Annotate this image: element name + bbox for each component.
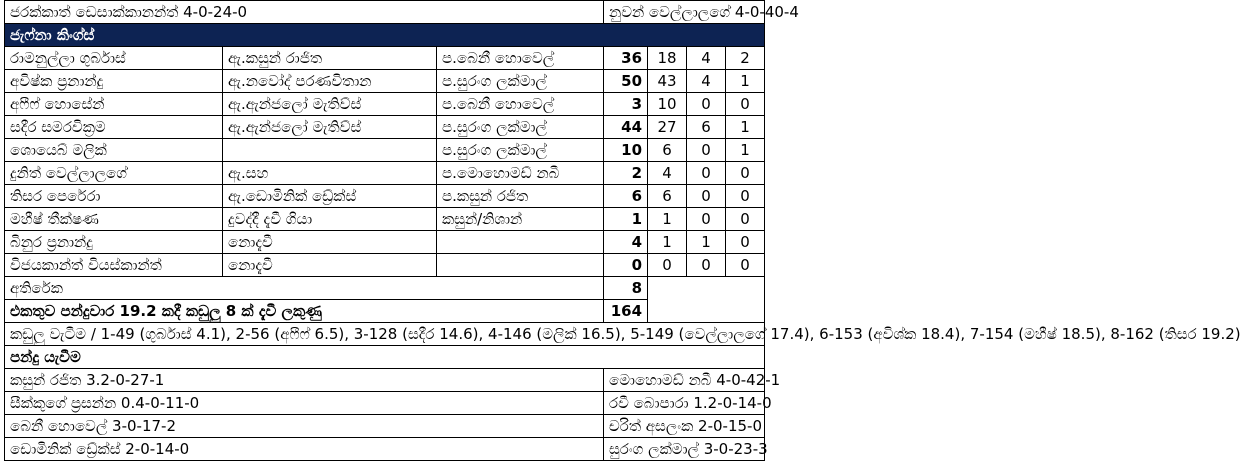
sixes: 0 bbox=[726, 93, 765, 116]
bowler: ප.සුරංග ලක්මාල් bbox=[437, 139, 604, 162]
dismissal: ඇ.ඩොමිනික් ඩ්‍රේක්ස් bbox=[223, 185, 437, 208]
dismissal: ඇ.කසුන් රාජිත bbox=[223, 47, 437, 70]
bowler: කසුන්/නිශාන් bbox=[437, 208, 604, 231]
bowling-figure-right: සුරංග ලක්මාල් 3-0-23-3 bbox=[604, 438, 765, 461]
batting-row bbox=[5, 93, 765, 116]
fours: 0 bbox=[687, 139, 726, 162]
bowling-row bbox=[5, 369, 765, 392]
fours: 4 bbox=[687, 70, 726, 93]
bowling-row bbox=[5, 415, 765, 438]
bowling-heading: පන්දු යැවීම bbox=[5, 346, 765, 369]
batter-name: මහීෂ් තීක්ෂණ bbox=[5, 208, 223, 231]
sixes: 1 bbox=[726, 116, 765, 139]
bowling-figure-left: සීක්කුගේ ප්‍රසන්න 0.4-0-11-0 bbox=[5, 392, 604, 415]
balls: 27 bbox=[648, 116, 687, 139]
balls: 6 bbox=[648, 185, 687, 208]
bowling-heading-row bbox=[5, 346, 765, 369]
fours: 0 bbox=[687, 162, 726, 185]
batter-name: විජයකාන්ත් වියස්කාන්ත් bbox=[5, 254, 223, 277]
bowler: ප.සුරංග ලක්මාල් bbox=[437, 116, 604, 139]
bowling-figure-left: බෙනී හොවෙල් 3-0-17-2 bbox=[5, 415, 604, 438]
sixes: 0 bbox=[726, 231, 765, 254]
fours: 4 bbox=[687, 47, 726, 70]
fall-of-wickets-row bbox=[5, 323, 765, 346]
dismissal bbox=[223, 139, 437, 162]
batting-row bbox=[5, 185, 765, 208]
bowler: ප.මොහොමඩ් නබී bbox=[437, 162, 604, 185]
balls: 1 bbox=[648, 231, 687, 254]
batter-name: රාමනුල්ලා ගුර්බාස් bbox=[5, 47, 223, 70]
scorecard bbox=[4, 0, 1241, 461]
fours: 0 bbox=[687, 254, 726, 277]
previous-bowling-right: නුවන් වෙල්ලාලගේ 4-0-40-4 bbox=[604, 1, 765, 24]
previous-bowling-row bbox=[5, 1, 765, 24]
runs: 50 bbox=[604, 70, 648, 93]
sixes: 0 bbox=[726, 162, 765, 185]
fall-of-wickets: කඩුලු වැටීම / 1-49 (ගුර්බාස් 4.1), 2-56 (අෆීෆ් 6.5), 3-128 (සදීර 14.6), 4-146 (මලික් 16.5), 5-149 (වෙල්ලාලගේ 17.4), 6-153 (අවිශ්ක 18.4), 7-154 (මහීෂ් 18.5), 8-162 (තිසර 19.2) bbox=[5, 323, 765, 346]
sixes: 1 bbox=[726, 139, 765, 162]
batter-name: තිසර පෙරේරා bbox=[5, 185, 223, 208]
bowler: ප.සුරංග ලක්මාල් bbox=[437, 70, 604, 93]
extras-value: 8 bbox=[604, 277, 648, 300]
balls: 1 bbox=[648, 208, 687, 231]
team-header-row bbox=[5, 24, 765, 47]
bowler: ප.කසුන් රජිත bbox=[437, 185, 604, 208]
dismissal: ඇ.නවෝද් පරණවිතාන bbox=[223, 70, 437, 93]
previous-bowling-left: ජරක්කාත් ඩෙසාක්කානන්ත් 4-0-24-0 bbox=[5, 1, 604, 24]
bowling-row bbox=[5, 438, 765, 461]
fours: 0 bbox=[687, 185, 726, 208]
bowling-figure-right: චරිත් අසලංක 2-0-15-0 bbox=[604, 415, 765, 438]
batting-row bbox=[5, 116, 765, 139]
sixes: 1 bbox=[726, 70, 765, 93]
runs: 4 bbox=[604, 231, 648, 254]
fours: 0 bbox=[687, 208, 726, 231]
batting-row bbox=[5, 208, 765, 231]
totals-blank bbox=[648, 277, 765, 323]
sixes: 0 bbox=[726, 185, 765, 208]
bowling-figure-right: රවී බොපාරා 1.2-0-14-0 bbox=[604, 392, 765, 415]
bowler bbox=[437, 231, 604, 254]
batter-name: අවිෂ්ක ප්‍රනාන්දු bbox=[5, 70, 223, 93]
bowler bbox=[437, 254, 604, 277]
dismissal: ඇ.ඇන්ජලෝ මැතිව්ස් bbox=[223, 93, 437, 116]
runs: 36 bbox=[604, 47, 648, 70]
batter-name: සදීර සමරවික්‍රම bbox=[5, 116, 223, 139]
dismissal: ඇ.ඇන්ජලෝ මැතිව්ස් bbox=[223, 116, 437, 139]
batting-row bbox=[5, 139, 765, 162]
team-name: ජැෆ්නා කිංග්ස් bbox=[5, 24, 765, 47]
scorecard-table bbox=[4, 0, 1241, 461]
fours: 1 bbox=[687, 231, 726, 254]
bowler: ප.බෙනී හොවෙල් bbox=[437, 47, 604, 70]
runs: 1 bbox=[604, 208, 648, 231]
bowling-row bbox=[5, 392, 765, 415]
dismissal: දුවද්දී දැවී ගියා bbox=[223, 208, 437, 231]
sixes: 0 bbox=[726, 208, 765, 231]
batter-name: ශොයෙබ් මලික් bbox=[5, 139, 223, 162]
extras-row bbox=[5, 277, 765, 300]
bowling-figure-left: ඩොමිනික් ඩ්‍රේක්ස් 2-0-14-0 bbox=[5, 438, 604, 461]
runs: 44 bbox=[604, 116, 648, 139]
batting-row bbox=[5, 162, 765, 185]
dismissal: නොදැවී bbox=[223, 231, 437, 254]
dismissal: ඇ.සහ bbox=[223, 162, 437, 185]
batter-name: බිනුර ප්‍රනාන්දු bbox=[5, 231, 223, 254]
total-label: එකතුව පන්දුවාර 19.2 කදී කඩුලු 8 ක් දැවී ලකුණු bbox=[5, 300, 604, 323]
batter-name: දුනිත් වෙල්ලාලගේ bbox=[5, 162, 223, 185]
batting-row bbox=[5, 70, 765, 93]
bowler: ප.බෙනී හොවෙල් bbox=[437, 93, 604, 116]
fours: 0 bbox=[687, 93, 726, 116]
runs: 0 bbox=[604, 254, 648, 277]
sixes: 2 bbox=[726, 47, 765, 70]
extras-label: අතිරේක bbox=[5, 277, 604, 300]
batting-row bbox=[5, 47, 765, 70]
sixes: 0 bbox=[726, 254, 765, 277]
runs: 3 bbox=[604, 93, 648, 116]
runs: 2 bbox=[604, 162, 648, 185]
runs: 10 bbox=[604, 139, 648, 162]
balls: 0 bbox=[648, 254, 687, 277]
balls: 10 bbox=[648, 93, 687, 116]
runs: 6 bbox=[604, 185, 648, 208]
bowling-figure-right: මොහොමඩ් නබී 4-0-42-1 bbox=[604, 369, 765, 392]
total-value: 164 bbox=[604, 300, 648, 323]
batting-row bbox=[5, 231, 765, 254]
balls: 6 bbox=[648, 139, 687, 162]
balls: 4 bbox=[648, 162, 687, 185]
dismissal: නොදැවී bbox=[223, 254, 437, 277]
bowling-figure-left: කසුන් රජිත 3.2-0-27-1 bbox=[5, 369, 604, 392]
balls: 43 bbox=[648, 70, 687, 93]
batting-row bbox=[5, 254, 765, 277]
batter-name: අෆීෆ් හොසේන් bbox=[5, 93, 223, 116]
balls: 18 bbox=[648, 47, 687, 70]
fours: 6 bbox=[687, 116, 726, 139]
